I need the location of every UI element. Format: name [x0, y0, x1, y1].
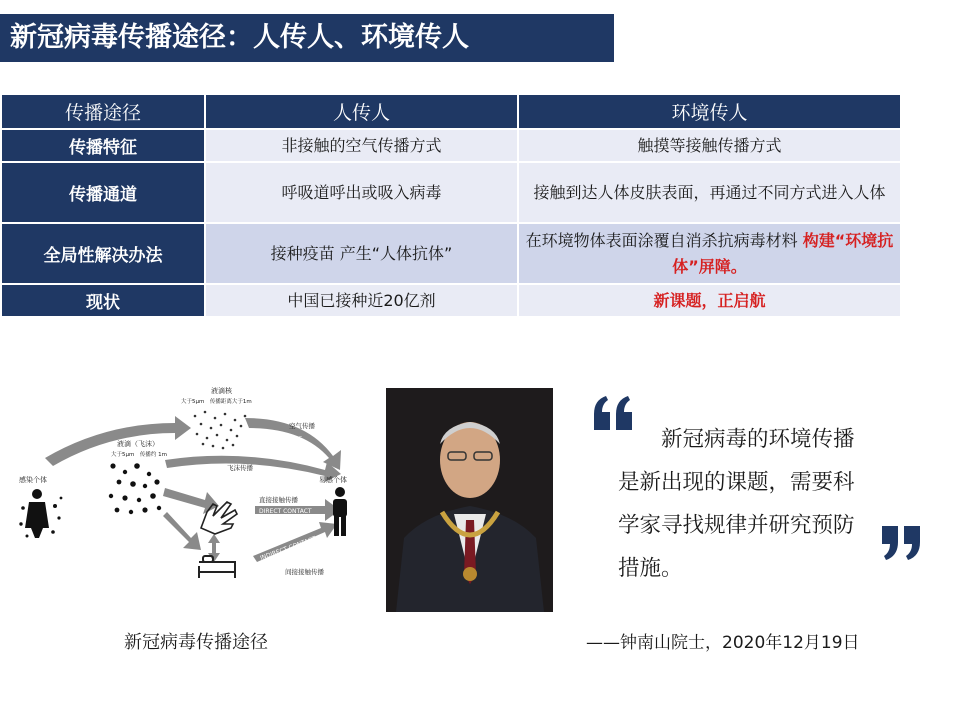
infected-label: 感染个体	[19, 476, 47, 484]
diagram-caption: 新冠病毒传播途径	[124, 632, 268, 653]
droplet-nuclei-cloud	[194, 411, 247, 450]
table-cell: 触摸等接触传播方式	[518, 129, 901, 162]
table-cell: 非接触的空气传播方式	[205, 129, 518, 162]
table-cell	[518, 284, 901, 317]
droplet-nuclei-size: 大于5μm 传播距离大于1m	[181, 399, 252, 405]
airborne-label: 空气传播	[289, 422, 315, 430]
row-label: 现状	[1, 284, 205, 317]
row-label: 全局性解决办法	[1, 223, 205, 284]
table-header: 环境传人	[518, 94, 901, 129]
portrait-photo	[386, 388, 553, 612]
droplet-en-label: DROPLET	[225, 478, 253, 485]
table-cell: 接触到达人体皮肤表面，再通过不同方式进入人体	[518, 162, 901, 223]
table-cell: 呼吸道呼出或吸入病毒	[205, 162, 518, 223]
susceptible-label: 易感个体	[319, 476, 347, 484]
row-label: 传播通道	[1, 162, 205, 223]
quote-text: 新冠病毒的环境传播是新出现的课题，需要科学家寻找规律并研究预防 措施。	[618, 427, 855, 581]
title-bar	[0, 14, 614, 62]
direct-contact-label: 直接接触传播	[259, 496, 298, 504]
table-cell	[518, 223, 901, 284]
table-row	[1, 162, 901, 223]
bed-icon	[199, 556, 235, 578]
quote-attribution: ——钟南山院士，2020年12月19日	[586, 633, 860, 653]
airborne-en-label: AIRBORNE	[271, 436, 303, 443]
droplet-nuclei-label: 液滴核	[211, 387, 232, 395]
droplets-label: 液滴（飞沫）	[117, 440, 159, 448]
indirect-contact-label: 间接接触传播	[285, 568, 324, 576]
table-header: 人传人	[205, 94, 518, 129]
close-quote-icon	[880, 522, 924, 562]
transmission-diagram	[15, 378, 355, 588]
table-cell: 中国已接种近20亿剂	[205, 284, 518, 317]
table-header: 传播途径	[1, 94, 205, 129]
table-cell: 接种疫苗 产生“人体抗体”	[205, 223, 518, 284]
table-row	[1, 129, 901, 162]
direct-contact-en-label: DIRECT CONTACT	[259, 508, 312, 515]
person-icon	[333, 487, 347, 536]
table-row	[1, 284, 901, 317]
cell-text: 在环境物体表面涂覆自消杀抗病毒材料	[525, 230, 798, 250]
droplets-size: 大于5μm 传播约 1m	[111, 452, 167, 458]
droplet-transmission-label: 飞沫传播	[227, 464, 253, 472]
comparison-table	[0, 93, 902, 318]
indirect-contact-en-label: INDIRECT CONTACT	[259, 535, 317, 562]
slide-title: 新冠病毒传播途径：人传人、环境传人	[10, 22, 469, 53]
row-label: 传播特征	[1, 129, 205, 162]
table-row	[1, 223, 901, 284]
droplets-cloud	[109, 463, 161, 514]
infected-person-icon	[19, 489, 62, 538]
cell-highlight: 构建“环境抗体”屏障。	[672, 230, 894, 276]
table-header-row	[1, 94, 901, 129]
cell-highlight: 新课题，正启航	[653, 290, 766, 310]
